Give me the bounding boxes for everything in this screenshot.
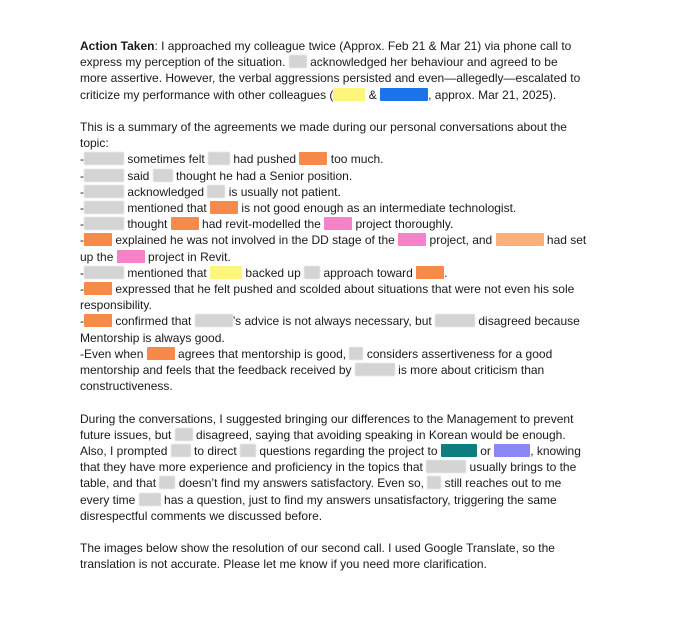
highlight-orange-name: [210, 201, 238, 214]
list-item: - explained he was not involved in the DD stage of the project, and had set: [80, 233, 587, 248]
redacted-name: [355, 363, 395, 376]
redacted-name: [84, 185, 124, 198]
redacted-name: [153, 169, 173, 182]
conversation-paragraph: During the conversations, I suggested bringing our differences to the Management to prevent future issues, but disagreed, saying that avoiding speaking in Korean would be enough. Also, I prompted to direct questions regarding the project to or , knowing that they have more experience and proficiency in the topics that usually brings to the table, and that doesn’t find my answers satisfactory. Even so, still reaches out to me every time has a question, just to find my answers unsatisfactory, triggering the same disrespectful comments we discussed before.: [80, 411, 581, 523]
images-note-paragraph: The images below show the resolution of our second call. I used Google Translate, so the translation is not accurate. Please let me know if you need more clarification.: [80, 541, 555, 572]
redacted-name: [84, 152, 124, 165]
highlight-orange-name: [299, 152, 327, 165]
highlight-pink-project: [398, 233, 426, 246]
highlight-orange-name: [147, 347, 175, 360]
redacted-name: [207, 185, 225, 198]
highlight-blue-name: [380, 88, 428, 101]
redacted-name: [171, 444, 191, 457]
redacted-name: [435, 314, 475, 327]
highlight-yellow-name: [333, 88, 365, 101]
summary-paragraph: This is a summary of the agreements we made during our personal conversations about the topic: - sometimes felt had pushed too much. - said thought he had a Senior position. - acknowledged is usually not patient. - mentioned that is not good enough as an intermediate technologist. - thought had revit-modelled the project thoroughly. - explained he was not involved in the DD stage of the project, and had set up the project in Revit. - mentioned that backed up approach toward . - expressed that he felt pushed and scolded about situations that were not even his sole responsibility. - confirmed that ’s advice is not always necessary, but disagreed because Mentorship is always good. -Even when agrees that mentorship is good, considers assertiveness for a good mentorship and feels that the feedback received by is more about criticism than constructiveness.: [80, 119, 657, 394]
list-item: - sometimes felt had pushed too much.: [80, 152, 384, 167]
list-item: - mentioned that backed up approach toward .: [80, 265, 448, 280]
list-item: - confirmed that ’s advice is not always necessary, but disagreed because: [80, 314, 580, 329]
redacted-name: [240, 444, 256, 457]
redacted-name: [426, 460, 466, 473]
redacted-name: [289, 55, 307, 68]
list-item: - said thought he had a Senior position.: [80, 168, 353, 183]
list-item: -Even when agrees that mentorship is good, considers assertiveness for a good: [80, 346, 553, 361]
redacted-name: [84, 201, 124, 214]
action-taken-paragraph: Action Taken: I approached my colleague twice (Approx. Feb 21 & Mar 21) via phone call to express my perception of the situation. acknowledged her behaviour and agreed to be more assertive. However, the verbal aggressions persisted and even—allegedly—escalated to criticize my performance with other colleagues ( & , approx. Mar 21, 2025).: [80, 39, 581, 102]
redacted-name: [427, 476, 441, 489]
action-taken-label: Action Taken: [80, 39, 155, 53]
highlight-orange-name: [84, 282, 112, 295]
highlight-teal-name: [441, 444, 477, 457]
list-item: - mentioned that is not good enough as an intermediate technologist.: [80, 201, 517, 216]
highlight-orange-name: [84, 233, 112, 246]
redacted-name: [159, 476, 175, 489]
highlight-peach-name: [496, 233, 544, 246]
redacted-name: [349, 347, 363, 360]
highlight-orange-name: [171, 217, 199, 230]
redacted-name: [195, 314, 233, 327]
highlight-orange-name: [84, 314, 112, 327]
redacted-name: [84, 217, 124, 230]
list-item: - thought had revit-modelled the project thoroughly.: [80, 217, 454, 232]
highlight-pink-project: [117, 250, 145, 263]
redacted-name: [208, 152, 230, 165]
highlight-pink-project: [324, 217, 352, 230]
redacted-name: [84, 266, 124, 279]
list-item: - acknowledged is usually not patient.: [80, 184, 341, 199]
highlight-orange-name: [416, 266, 444, 279]
redacted-name: [304, 266, 320, 279]
redacted-name: [84, 169, 124, 182]
redacted-name: [139, 493, 161, 506]
highlight-yellow-name: [210, 266, 242, 279]
highlight-violet-name: [494, 444, 530, 457]
redacted-name: [175, 428, 193, 441]
list-item: - expressed that he felt pushed and scolded about situations that were not even his sole: [80, 282, 575, 297]
